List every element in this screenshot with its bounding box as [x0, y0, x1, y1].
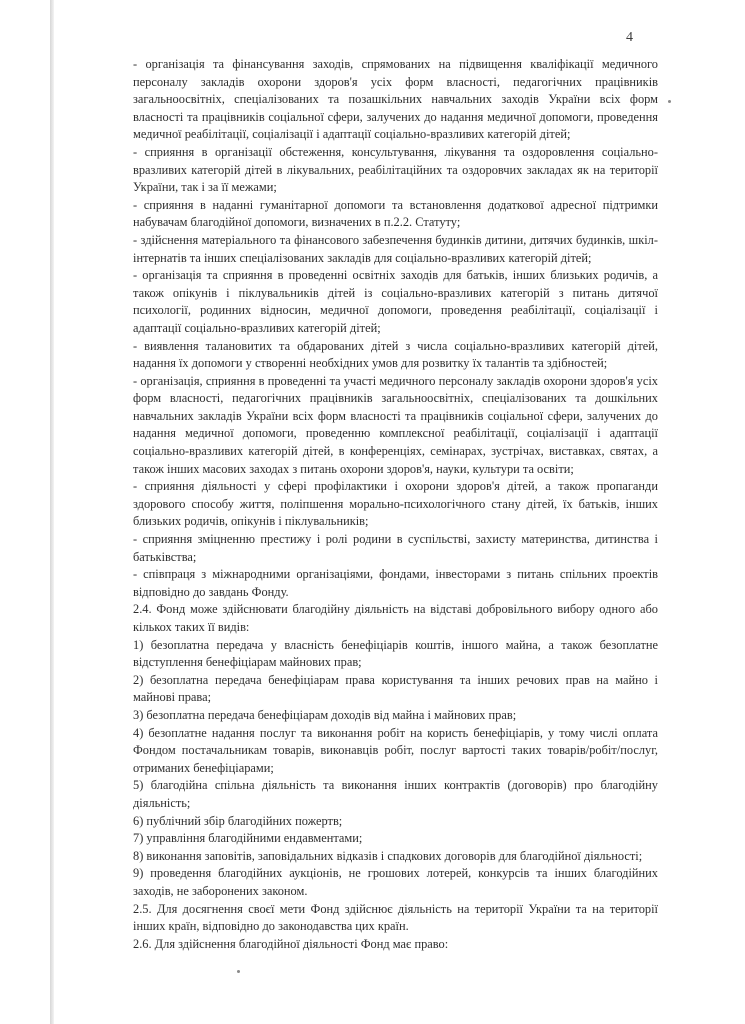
paragraph-section-2-4: 2.4. Фонд може здійснювати благодійну діяльність на відставі добровільного вибору одного або кількох таких її видів: — [133, 602, 658, 634]
paragraph-material-support: - здійснення матеріального та фінансового забезпечення будинків дитини, дитячих будинків, шкіл-інтернатів та інших спеціалізованих закладів для соціально-вразливих категорій дітей; — [133, 232, 658, 265]
scan-left-edge-shadow — [50, 0, 54, 1024]
paragraph-prevention: - сприяння діяльності у сфері профілактики і охорони здоров'я дітей, а також пропаганди здорового способу життя, поліпшення морально-психологічного стану дітей, їх батьків, інших близьких родичів, опікунів і піклувальників; — [133, 479, 658, 529]
paragraph-humanitarian-aid: - сприяння в наданні гуманітарної допомоги та встановлення додаткової адресної підтримки набувачам благодійної допомоги, визначених в п.2.2. Статуту; — [133, 197, 658, 230]
list-item-3: 3) безоплатна передача бенефіціарам доходів від майна і майнових прав; — [133, 707, 517, 722]
paragraph-talented-children: - виявлення талановитих та обдарованих дітей з числа соціально-вразливих категорій дітей, надання їх допомоги у створенні необхідних умов для розвитку їх талантів та здібностей; — [133, 338, 658, 371]
paragraph-section-2-5: 2.5. Для досягнення своєї мети Фонд здійснює діяльність на території України та на території інших країн, відповідно до законодавства цих країн. — [133, 901, 658, 934]
page-number: 4 — [626, 30, 633, 45]
list-item-7: 7) управління благодійними ендавментами; — [133, 831, 363, 846]
paragraph-international-cooperation: - співпраця з міжнародними організаціями, фондами, інвесторами з питань спільних проектів відповідно до завдань Фонду. — [133, 567, 658, 599]
document-body — [133, 56, 658, 953]
list-item-9: 9) проведення благодійних аукціонів, не грошових лотерей, конкурсів та інших благодійних заходів, не заборонених законом. — [133, 866, 658, 898]
list-item-5: 5) благодійна спільна діяльність та виконання інших контрактів (договорів) про благодійну діяльність; — [133, 778, 658, 810]
paragraph-section-2-6: 2.6. Для здійснення благодійної діяльності Фонд має право: — [133, 936, 449, 951]
paragraph-staff-training: - організація та фінансування заходів, спрямованих на підвищення кваліфікації медичного персоналу закладів охорони здоров'я усіх форм власності, педагогічних працівників загальноосвітніх, спеціалізованих та позашкільних навчальних заходів України всіх форм власності та працівників соціальної сфери, залучених до надання медичної допомоги, проведення медичної реабілітації, соціалізації і адаптації соціально-вразливих категорій дітей; — [133, 57, 658, 142]
list-item-8: 8) виконання заповітів, заповідальних відказів і спадкових договорів для благодійної діяльності; — [133, 848, 643, 863]
list-item-2: 2) безоплатна передача бенефіціарам права користування та інших речових прав на майно і майнові права; — [133, 672, 658, 705]
paragraph-examination-treatment: - сприяння в організації обстеження, консультування, лікування та оздоровлення соціально-вразливих категорій дітей в лікувальних, реабілітаційних та оздоровчих закладах як на території України, так і за її межами; — [133, 144, 658, 195]
list-item-4: 4) безоплатне надання послуг та виконання робіт на користь бенефіціарів, у тому числі оплата Фондом постачальникам товарів, виконавців робіт, послуг вартості таких товарів/робіт/послуг, отриманих бенефіціарами; — [133, 725, 658, 775]
scan-speck — [237, 970, 240, 973]
paragraph-parent-education: - організація та сприяння в проведенні освітніх заходів для батьків, інших близьких родичів, а також опікунів і піклувальників дітей із соціально-вразливих категорій з питань дитячої психології, родинних відносин, медичної допомоги, проведення реабілітації, соціалізації і адаптації соціально-вразливих категорій дітей; — [133, 268, 658, 335]
paragraph-family-prestige: - сприяння зміцненню престижу і ролі родини в суспільстві, захисту материнства, дитинства і батьківства; — [133, 532, 658, 564]
list-item-6: 6) публічний збір благодійних пожертв; — [133, 813, 343, 828]
scan-speck — [668, 100, 671, 103]
list-item-1: 1) безоплатна передача у власність бенефіціарів коштів, іншого майна, а також безоплатне відступлення бенефіціарам майнових прав; — [133, 637, 658, 670]
paragraph-conferences: - організація, сприяння в проведенні та участі медичного персоналу закладів охорони здоров'я усіх форм власності, педагогічних працівників загальноосвітніх, спеціалізованих та дошкільних навчальних закладів України всіх форм власності та працівників соціальної сфери, залучених до надання медичної допомоги, проведенню комплексної реабілітації, соціалізації і адаптації соціально-вразливих категорій дітей, в конференціях, семінарах, зустрічах, виставках, святах, а також інших масових заходах з питань охорони здоров'я, науки, культури та освіти; — [133, 373, 658, 476]
